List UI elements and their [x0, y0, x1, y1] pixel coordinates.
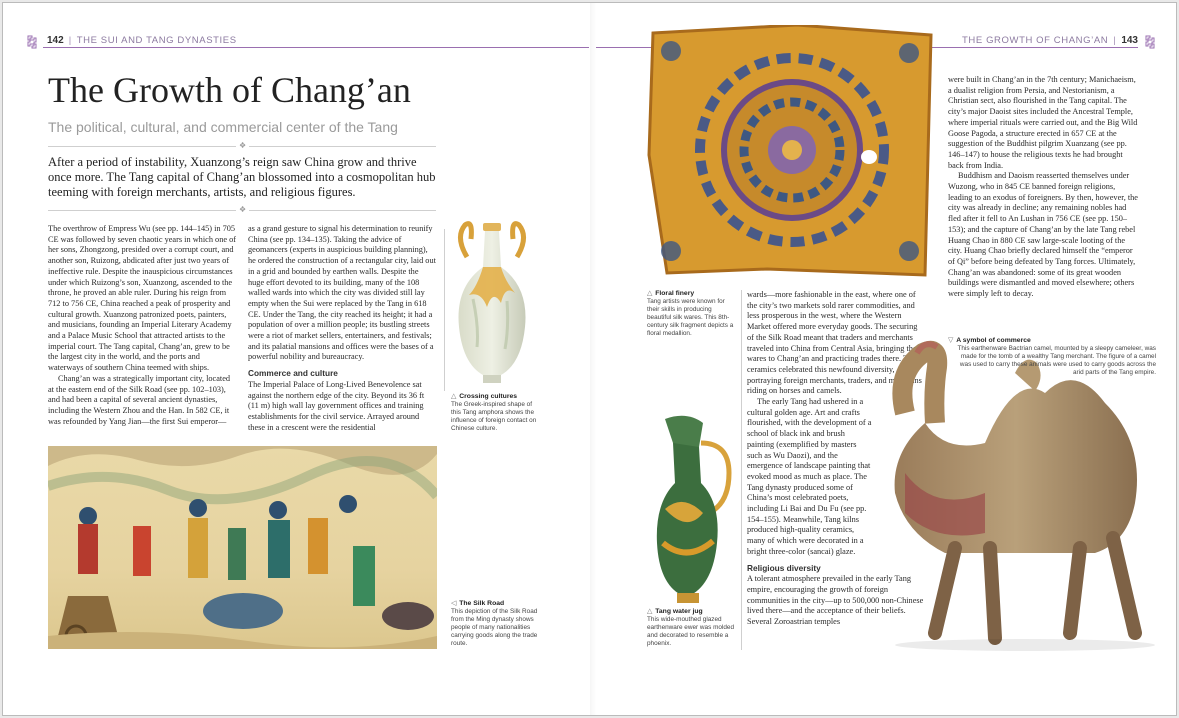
right-running-head-text: THE GROWTH OF CHANG’AN: [962, 34, 1109, 46]
left-running-head-text: THE SUI AND TANG DYNASTIES: [76, 34, 237, 46]
body-paragraph: A tolerant atmosphere prevailed in the early Tang empire, encouraging the growth of foreign communities in the city—up to 500,000 non-Chinese lived there—and the acceptance of their beliefs. Several Zoroastrian temples: [747, 574, 924, 627]
section-heading: Commerce and culture: [248, 368, 338, 379]
caption-rule: [444, 229, 445, 391]
left-header-rule: [43, 47, 589, 48]
silk-fragment-image: [647, 25, 937, 277]
body-paragraph: as a grand gesture to signal his determination to reunify China (see pp. 134–135). Taking the advice of geomancers (experts in auspicious building planning), he ordered the construction of a rectangular city, laid out in a grid and bounded by earthen walls. Despite the huge effort devoted to its building, many of the 108 walled wards into which the city was divided still lay empty when the Sui were replaced by the Tang in 618 CE. Under the Tang, the city reached its height; it had a population of over a million people; its bustling streets were a riot of market sellers, entertainers, and festivals; and its palatial mansions and offices were the bases of a powerful nobility and bureaucracy.: [248, 224, 436, 362]
body-paragraph: wards—more fashionable in the east, where one of the city’s two markets sold rarer commodities, and less prosperous in the west, where the Western Market offered more everyday goods. The securing of the Silk Road meant that traders and merchants traveled into China from Central Asia, bringing their wares to Chang’an and practicing trades there. Tang ceramics celebrated this newfound diversity, portraying foreign merchants, traders, and musicians riding on horses and camels.: [747, 290, 922, 396]
right-column-2: [948, 75, 1138, 300]
left-page-number: 142: [47, 34, 64, 46]
page-gutter: [590, 3, 596, 715]
water-jug-image: [643, 413, 735, 605]
right-page-number: 143: [1121, 34, 1138, 46]
caption-symbol-of-commerce: ▽ A symbol of commerce This earthenware Bactrian camel, mounted by a sleepy cameleer, was made for the tomb of a wealthy Tang merchant. The figure of a camel was used to carry these animals were used to carry goods across the arid parts of the Tang empire.: [948, 337, 1156, 376]
knot-ornament-icon: [25, 35, 39, 49]
body-paragraph: Chang’an was a strategically important city, located at the eastern end of the Silk Road (see pp. 102–103), and had been a capital of several ancient dynasties, including the Western Zhou and the Han. In 582 CE, it was refounded by Yang Jian—the first Sui emperor—: [48, 373, 231, 426]
silk-road-painting: [48, 446, 437, 649]
caption-text: Tang artists were known for their skills in producing beautiful silk wares. This 8th-century silk fragment depicts a floral medallion.: [647, 298, 734, 337]
bactrian-camel-image: [865, 333, 1165, 653]
body-paragraph: Buddhism and Daoism reasserted themselves under Wuzong, who in 845 CE banned foreign religions, leading to an exodus of foreigners. By then, however, the city was already in decline; any remaining nobles had fled after it fell to An Lushan in 756 CE (see pp. 150–153); and the capture of Chang’an by the late Tang rebel Huang Chao in 880 CE saw large-scale looting of the city. Huang Chao briefly declared himself the “emperor of Qi” before being defeated by Tang forces. Ultimately, Chang’an was abandoned: some of its great wooden buildings were dismantled and moved elsewhere; others were simply left to decay.: [948, 171, 1138, 299]
caption-text: This earthenware Bactrian camel, mounted by a sleepy cameleer, was made for the tomb of a wealthy Tang merchant. The figure of a camel was used to carry these animals were used to carry goods across the arid parts of the Tang empire.: [957, 345, 1156, 376]
caption-crossing-cultures: △ Crossing cultures The Greek-inspired shape of this Tang amphora shows the influence of foreign contact on Chinese culture.: [451, 393, 537, 432]
body-paragraph: The early Tang had ushered in a cultural golden age. Art and crafts flourished, with the development of a school of black ink and brush painting (exemplified by masters such as Wu Daozi), and the emergence of landscape painting that evoked mood as much as place. The Tang dynasty produced some of China’s most celebrated poets, including Li Bai and Du Fu (see pp. 154–155). Meanwhile, Tang kilns produced high-quality ceramics, many of which were decorated in a bright three-color (sancai) glaze.: [747, 397, 872, 556]
caption-rule: [741, 290, 742, 650]
page-subtitle: The political, cultural, and commercial center of the Tang: [48, 119, 398, 135]
body-paragraph: The overthrow of Empress Wu (see pp. 144–145) in 705 CE was followed by seven chaotic years in which one of her sons, Zhongzong, presided over a corrupt court, and another son, Ruizong, abdicated after just two years of ineffective rule. Despite the inauspicious circumstances under which Ruizong’s son, Xuanzong, ascended to the throne, he proved an able ruler. During his reign from 712 to 756 CE, China reached a peak of prosperity and cultural growth. Xuanzong patronized poets, painters, and musicians, founding an Imperial Literary Academy and a Palace Music School that attracted artists to the imperial court. The Tang capital, Chang’an, grew to be the largest city in the world, and the ports and waterways of southern China teemed with ships.: [48, 224, 237, 373]
caption-title: The Silk Road: [459, 600, 505, 607]
divider-ornament-icon: ❖: [236, 205, 249, 214]
page-title: The Growth of Chang’an: [48, 70, 411, 110]
left-column-2: [248, 224, 436, 433]
book-spread: [2, 2, 1177, 716]
caption-text: This depiction of the Silk Road from the Ming dynasty shows people of many nationalities carrying goods along the trade route.: [451, 608, 538, 647]
intro-paragraph: After a period of instability, Xuanzong’s reign saw China grow and thrive once more. The Tang capital of Chang’an blossomed into a cosmopolitan hub teeming with foreign merchants, artists, and religious figures.: [48, 155, 436, 199]
body-paragraph: were built in Chang’an in the 7th century; Manichaeism, a dualist religion from Persia, and Nestorianism, a Christian sect, also flourished in the Tang capital. The city’s major Daoist sites included the Ancestral Temple, where imperial rituals were carried out, and the Big Wild Goose Pagoda, a structure erected in 657 CE at the suggestion of the Buddhist pilgrim Xuanzang (see pp. 146–147) to house the religious texts he had brought back from India.: [948, 75, 1138, 170]
caption-floral-finery: △ Floral finery Tang artists were known for their skills in producing beautiful silk wares. This 8th-century silk fragment depicts a floral medallion.: [647, 290, 734, 337]
knot-ornament-icon: [1143, 35, 1157, 49]
right-running-head: THE GROWTH OF CHANG’AN | 143: [962, 34, 1138, 46]
caption-title: Floral finery: [655, 290, 695, 297]
left-column-1: [48, 224, 236, 427]
caption-text: This wide-mouthed glazed earthenware ewer was molded and decorated to resemble a phoenix.: [647, 616, 735, 647]
caption-silk-road: ◁ The Silk Road This depiction of the Silk Road from the Ming dynasty shows people of many nationalities carrying goods along the trade route.: [451, 600, 538, 647]
amphora-image: [447, 217, 537, 389]
caption-title: A symbol of commerce: [956, 337, 1031, 344]
caption-title: Crossing cultures: [459, 393, 518, 400]
caption-tang-water-jug: △ Tang water jug This wide-mouthed glazed earthenware ewer was molded and decorated to resemble a phoenix.: [647, 608, 735, 647]
caption-title: Tang water jug: [655, 608, 703, 615]
section-heading: Religious diversity: [747, 562, 821, 573]
divider-ornament-icon: ❖: [236, 141, 249, 150]
caption-text: The Greek-inspired shape of this Tang amphora shows the influence of foreign contact on Chinese culture.: [451, 401, 537, 432]
body-paragraph: The Imperial Palace of Long-Lived Benevolence sat against the northern edge of the city. Beyond its 36 ft (11 m) high wall lay government offices and training establishments for the civil service. Arrayed around these in a crescent were the residential: [248, 379, 425, 432]
left-running-head: 142 | THE SUI AND TANG DYNASTIES: [47, 34, 237, 46]
